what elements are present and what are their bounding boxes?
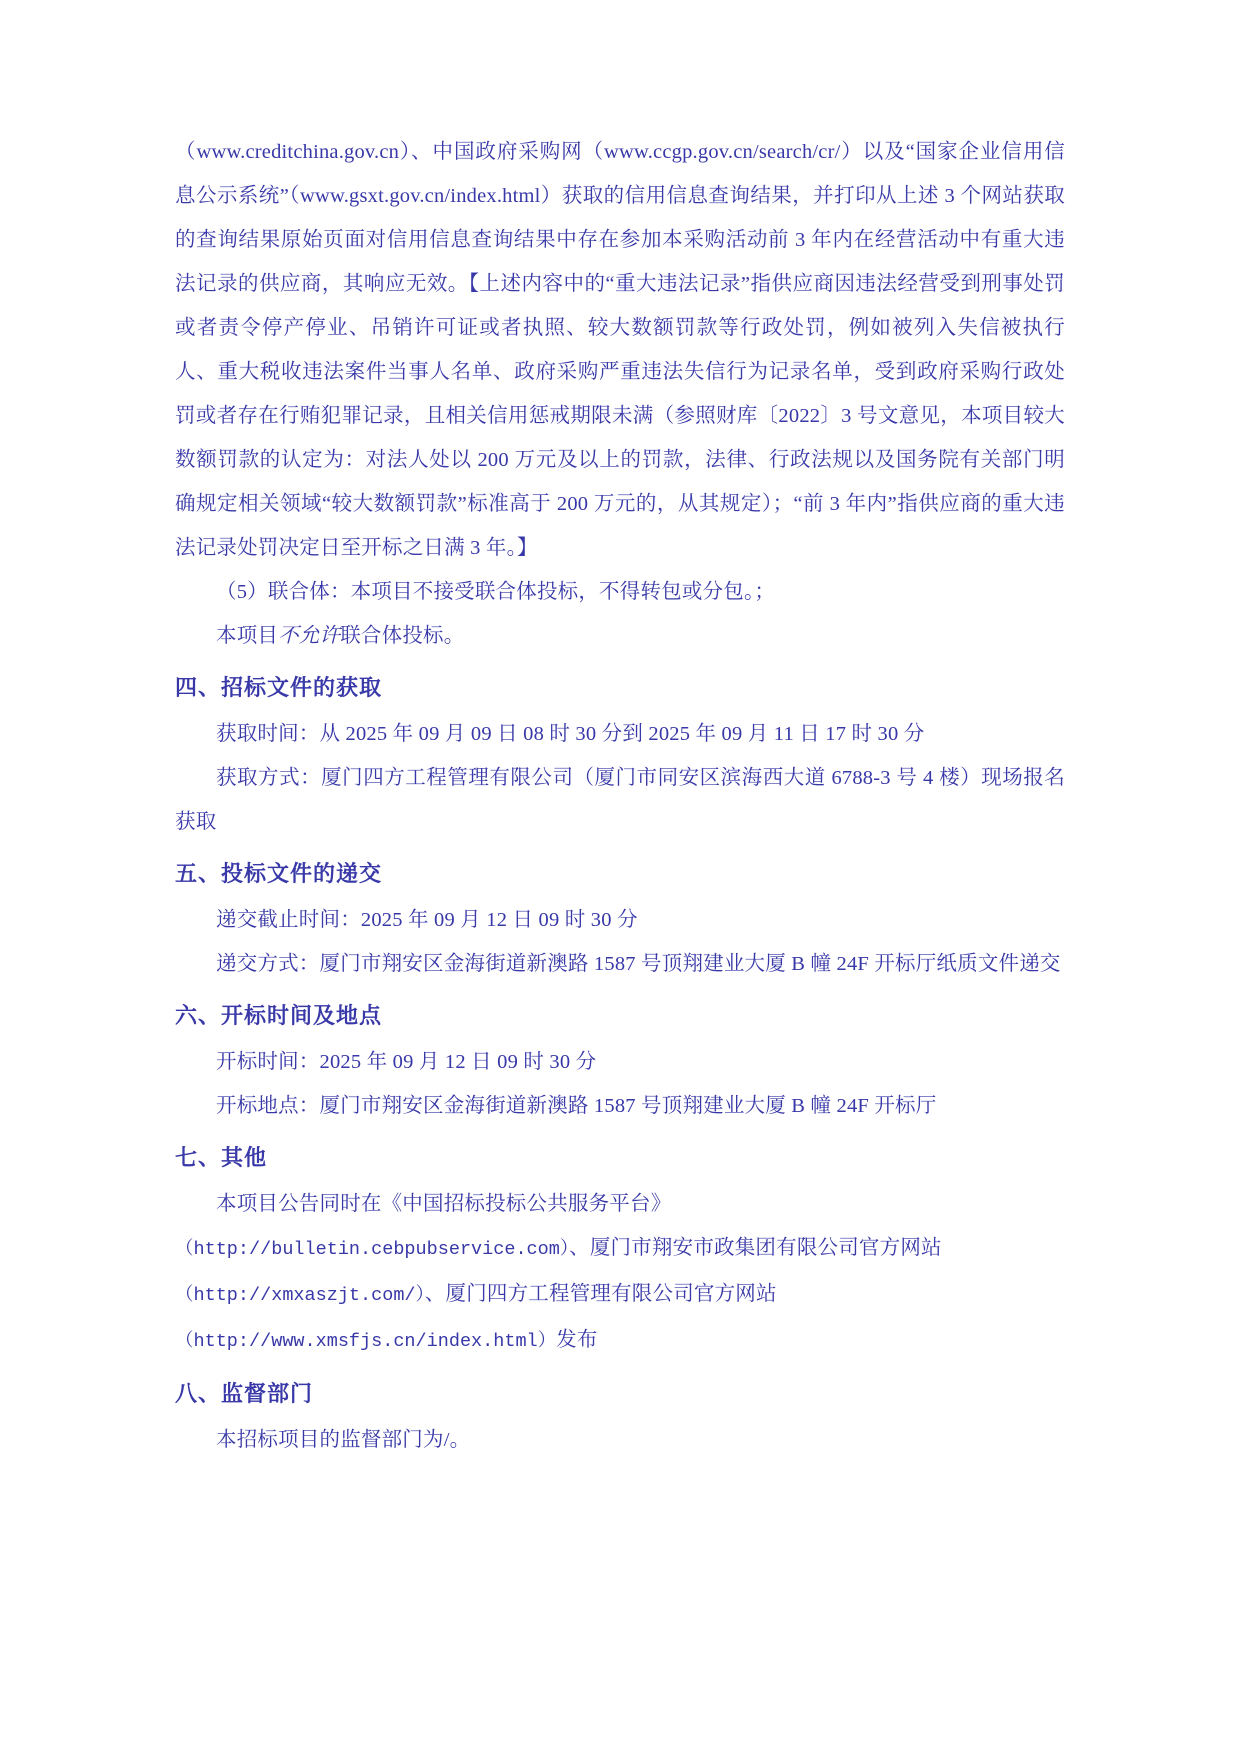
paragraph-acquire-method <box>175 756 1065 844</box>
heading-section-eight: 八、监督部门 <box>175 1381 314 1406</box>
paragraph-other-line3 <box>175 1272 1065 1318</box>
paragraph-opening-place <box>175 1084 1065 1128</box>
acquire-time-label: 获取时间： <box>216 723 320 745</box>
bulletin-url-suffix: 、厦门市翔安市政集团有限公司官方网站 <box>569 1237 942 1259</box>
submit-method-label: 递交方式： <box>216 953 320 975</box>
submit-method-value: 厦门市翔安区金海街道新澳路 1587 号顶翔建业大厦 B 幢 24F 开标厅纸质文件递交 <box>319 953 1061 975</box>
paragraph-other-line2 <box>175 1226 1065 1272</box>
heading-section-six: 六、开标时间及地点 <box>175 1003 383 1028</box>
submit-deadline-value: 2025 年 09 月 12 日 09 时 30 分 <box>360 909 638 931</box>
acquire-method-label: 获取方式： <box>216 767 322 789</box>
opening-time-value: 2025 年 09 月 12 日 09 时 30 分 <box>319 1051 597 1073</box>
xmxaszjt-url-suffix: 、厦门四方工程管理有限公司官方网站 <box>424 1283 777 1305</box>
paragraph-other-line4 <box>175 1318 1065 1364</box>
submit-deadline-label: 递交截止时间： <box>216 909 361 931</box>
xmsfjs-url: （http://www.xmsfjs.cn/index.html） <box>175 1331 557 1352</box>
heading-section-four: 四、招标文件的获取 <box>175 675 383 700</box>
paragraph-submit-deadline <box>175 898 1065 942</box>
consortium-note-italic: 不允许 <box>278 625 341 647</box>
acquire-method-value: 厦门四方工程管理有限公司（厦门市同安区滨海西大道 6788-3 号 4 楼）现场报名获取 <box>175 767 1065 833</box>
paragraph-credit-info: （www.creditchina.gov.cn）、中国政府采购网（www.ccgp.gov.cn/search/cr/）以及“国家企业信用信息公示系统”（www.gsxt.gov.cn/index.html）获取的信用信息查询结果，并打印从上述 3 个网站获取的查询结果原始页面对信用信息查询结果中存在参加本采购活动前 3 年内在经营活动中有重大违法记录的供应商，其响应无效。【上述内容中的“重大违法记录”指供应商因违法经营受到刑事处罚或者责令停产停业、吊销许可证或者执照、较大数额罚款等行政处罚，例如被列入失信被执行人、重大税收违法案件当事人名单、政府采购严重违法失信行为记录名单，受到政府采购行政处罚或者存在行贿犯罪记录，且相关信用惩戒期限未满（参照财库〔2022〕3 号文意见，本项目较大数额罚款的认定为：对法人处以 200 万元及以上的罚款，法律、行政法规以及国务院有关部门明确规定相关领域“较大数额罚款”标准高于 200 万元的，从其规定）；“前 3 年内”指供应商的重大违法记录处罚决定日至开标之日满 3 年。】 <box>175 141 1065 559</box>
paragraph-supervision-body: 本招标项目的监督部门为/。 <box>216 1429 471 1451</box>
paragraph-other-line1: 本项目公告同时在《中国招标投标公共服务平台》 <box>216 1193 672 1215</box>
paragraph-submit-method <box>175 942 1065 986</box>
opening-place-value: 厦门市翔安区金海街道新澳路 1587 号顶翔建业大厦 B 幢 24F 开标厅 <box>319 1095 937 1117</box>
xmxaszjt-url: （http://xmxaszjt.com/） <box>175 1285 425 1306</box>
xmsfjs-url-suffix: 发布 <box>556 1329 598 1351</box>
heading-section-seven: 七、其他 <box>175 1145 268 1170</box>
opening-place-label: 开标地点： <box>216 1095 320 1117</box>
document-body <box>175 130 1065 1462</box>
bulletin-url: （http://bulletin.cebpubservice.com） <box>175 1239 570 1260</box>
consortium-note-prefix: 本项目 <box>216 625 279 647</box>
paragraph-consortium-item: （5）联合体：本项目不接受联合体投标，不得转包或分包。； <box>216 581 776 603</box>
paragraph-acquire-time <box>175 712 1065 756</box>
acquire-time-value: 从 2025 年 09 月 09 日 08 时 30 分到 2025 年 09 月 11 日 17 时 30 分 <box>319 723 925 745</box>
heading-section-five: 五、投标文件的递交 <box>175 861 383 886</box>
consortium-note-suffix: 联合体投标。 <box>340 625 465 647</box>
opening-time-label: 开标时间： <box>216 1051 320 1073</box>
paragraph-opening-time <box>175 1040 1065 1084</box>
paragraph-consortium-note <box>175 614 1065 658</box>
